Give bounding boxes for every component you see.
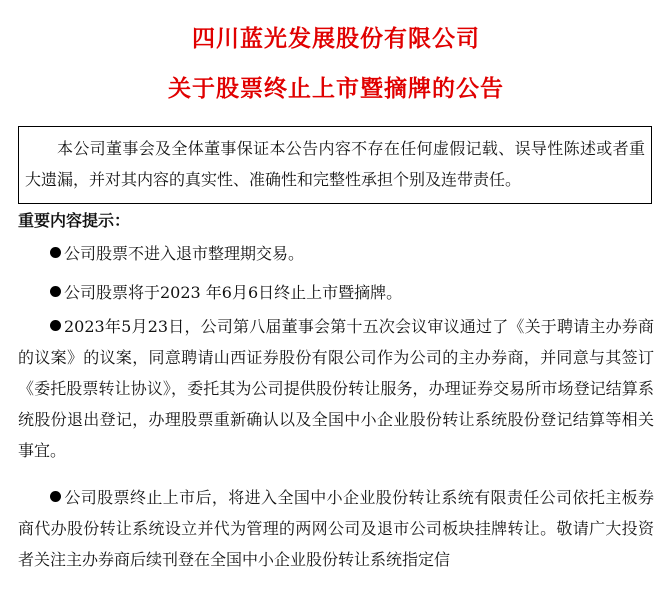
key-points-heading: 重要内容提示： <box>18 211 131 230</box>
key-point-text: 公司股票将于2023 年6月6日终止上市暨摘牌。 <box>64 283 403 302</box>
bullet-icon <box>50 247 61 258</box>
key-point-text: 公司股票终止上市后，将进入全国中小企业股份转让系统有限责任公司依托主板券商代办股份转让系统设立并代为管理的两网公司及退市公司板块挂牌转让。敬请广大投资者关注主办券商后续刊登在全国中小企业股份转让系统指定信 <box>18 488 654 569</box>
announcement-title: 关于股票终止上市暨摘牌的公告 <box>168 76 504 102</box>
key-point-item <box>18 277 654 308</box>
key-point-text: 公司股票不进入退市整理期交易。 <box>64 244 305 263</box>
board-statement-box <box>18 126 652 204</box>
bullet-icon <box>50 286 61 297</box>
key-point-text: 2023年5月23日，公司第八届董事会第十五次会议审议通过了《关于聘请主办券商的议案》的议案，同意聘请山西证券股份有限公司作为公司的主办券商，并同意与其签订《委托股票转让协议》，委托其为公司提供股份转让服务，办理证券交易所市场登记结算系统股份退出登记，办理股票重新确认以及全国中小企业股份转让系统股份登记结算等相关事宜。 <box>18 317 654 460</box>
key-point-item <box>18 238 654 269</box>
key-point-item <box>18 311 654 466</box>
bullet-icon <box>50 491 61 502</box>
company-name: 四川蓝光发展股份有限公司 <box>192 26 480 52</box>
bullet-icon <box>50 320 61 331</box>
key-point-item <box>18 482 654 575</box>
board-statement-text: 本公司董事会及全体董事保证本公告内容不存在任何虚假记载、误导性陈述或者重大遗漏，并对其内容的真实性、准确性和完整性承担个别及连带责任。 <box>25 139 645 189</box>
